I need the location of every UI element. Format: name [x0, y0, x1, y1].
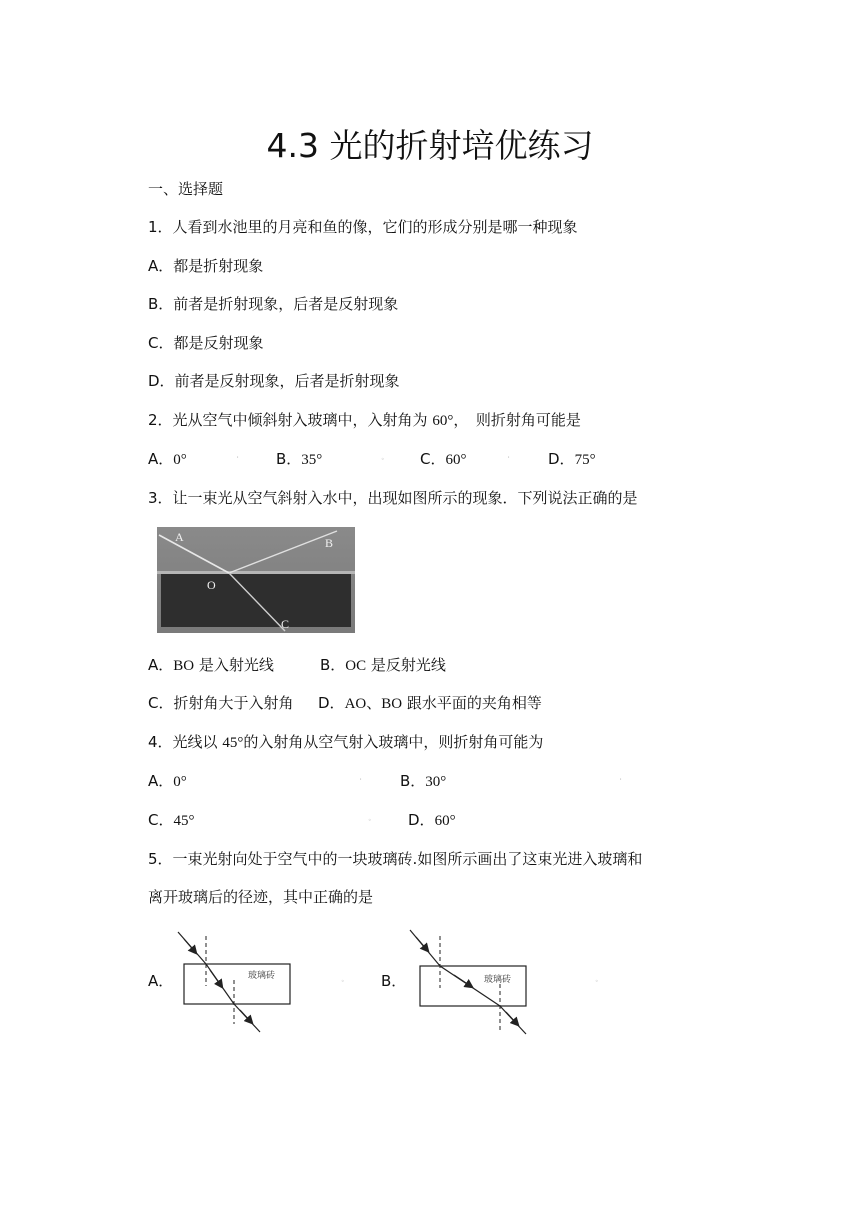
q5-option-a-label: A．	[148, 972, 174, 990]
q4-option-a-value: 0°	[173, 774, 187, 790]
photo-label-o: O	[207, 578, 216, 592]
photo-label-b: B	[325, 536, 334, 550]
q4-stem	[148, 731, 543, 754]
q4-option-d-label: D．	[408, 811, 435, 829]
q4-option-d	[408, 809, 456, 832]
q4-option-b	[400, 770, 446, 793]
q3-option-d-text: 跟水平面的夹角相等	[402, 694, 542, 712]
glass-block	[184, 964, 290, 1004]
q4-stem-pre: 4．光线以	[148, 733, 223, 751]
q2-option-a-label: A．	[148, 450, 174, 468]
q3-option-d-value: AO、BO	[344, 696, 403, 712]
layout-mark: ˈ	[508, 456, 510, 463]
q3-option-b	[320, 654, 446, 677]
q2-option-b	[276, 448, 322, 471]
glass-block	[420, 966, 526, 1006]
q2-stem	[148, 409, 581, 432]
arrow-icon	[416, 937, 428, 951]
q3-option-c: C．折射角大于入射角	[148, 694, 294, 712]
q4-option-c	[148, 809, 194, 832]
q4-stem-post: 的入射角从空气射入玻璃中，则折射角可能为	[243, 733, 544, 751]
photo-label-c: C	[281, 617, 290, 631]
q2-stem-pre: 2．光从空气中倾斜射入玻璃中，入射角为	[148, 411, 433, 429]
q3-option-a-text: 是入射光线	[194, 656, 274, 674]
glass-label: 玻璃砖	[484, 975, 512, 985]
layout-mark: ˈ	[237, 456, 239, 463]
arrow-icon	[210, 970, 222, 987]
q4-option-c-label: C．	[148, 811, 174, 829]
page-title: 4.3 光的折射培优练习	[266, 126, 594, 165]
layout-mark: ◦	[381, 456, 385, 463]
q2-option-a-value: 0°	[173, 452, 187, 468]
q1-option-d: D．前者是反射现象，后者是折射现象	[148, 372, 400, 390]
q2-option-d	[548, 448, 596, 471]
q4-option-a-label: A．	[148, 772, 174, 790]
photo-label-a: A	[175, 530, 184, 544]
q3-option-a	[148, 654, 274, 677]
q2-option-c-value: 60°	[445, 452, 467, 468]
q2-option-d-value: 75°	[574, 452, 596, 468]
q1-option-b: B．前者是折射现象，后者是反射现象	[148, 295, 399, 313]
glass-label: 玻璃砖	[248, 971, 276, 981]
q1-stem: 1．人看到水池里的月亮和鱼的像，它们的形成分别是哪一种现象	[148, 218, 578, 236]
q4-option-b-label: B．	[400, 772, 426, 790]
q5-diagram-a	[170, 928, 300, 1036]
q3-option-b-value: OC	[345, 658, 367, 674]
q2-option-b-label: B．	[276, 450, 302, 468]
q2-option-a	[148, 448, 187, 471]
q2-option-d-label: D．	[548, 450, 575, 468]
q3-stem: 3．让一束光从空气斜射入水中，出现如图所示的现象．下列说法正确的是	[148, 489, 638, 507]
q2-stem-value: 60°	[432, 413, 454, 429]
q3-option-d	[318, 692, 542, 715]
q4-option-c-value: 45°	[173, 813, 195, 829]
q2-stem-post: ， 则折射角可能是	[453, 411, 581, 429]
q3-option-d-label: D．	[318, 694, 345, 712]
arrow-icon	[184, 939, 196, 953]
q4-option-d-value: 60°	[434, 813, 456, 829]
layout-mark: ◦	[368, 817, 372, 824]
q2-option-c	[420, 448, 466, 471]
q1-option-c: C．都是反射现象	[148, 334, 264, 352]
layout-mark: ◦	[341, 978, 345, 985]
q4-stem-value: 45°	[222, 735, 244, 751]
q3-option-b-text: 是反射光线	[366, 656, 446, 674]
layout-mark: ˈ	[360, 778, 362, 785]
layout-mark: ◦	[595, 978, 599, 985]
q2-option-b-value: 35°	[301, 452, 323, 468]
q1-option-a: A．都是折射现象	[148, 257, 264, 275]
arrow-icon	[454, 975, 472, 987]
q4-option-a	[148, 770, 187, 793]
q2-option-c-label: C．	[420, 450, 446, 468]
q3-option-a-label: A．	[148, 656, 174, 674]
arrow-icon	[240, 1010, 252, 1023]
q5-diagram-b	[404, 926, 534, 1036]
arrow-icon	[506, 1012, 518, 1025]
q4-option-b-value: 30°	[425, 774, 447, 790]
refraction-photo	[157, 527, 355, 633]
section-heading: 一、选择题	[148, 180, 224, 198]
q3-option-a-value: BO	[173, 658, 195, 674]
q5-stem-line2: 离开玻璃后的径迹，其中正确的是	[148, 888, 374, 906]
layout-mark: ˈ	[620, 778, 622, 785]
q3-option-b-label: B．	[320, 656, 346, 674]
q5-stem-line1: 5．一束光射向处于空气中的一块玻璃砖.如图所示画出了这束光进入玻璃和	[148, 850, 643, 868]
q5-option-b-label: B．	[381, 972, 407, 990]
